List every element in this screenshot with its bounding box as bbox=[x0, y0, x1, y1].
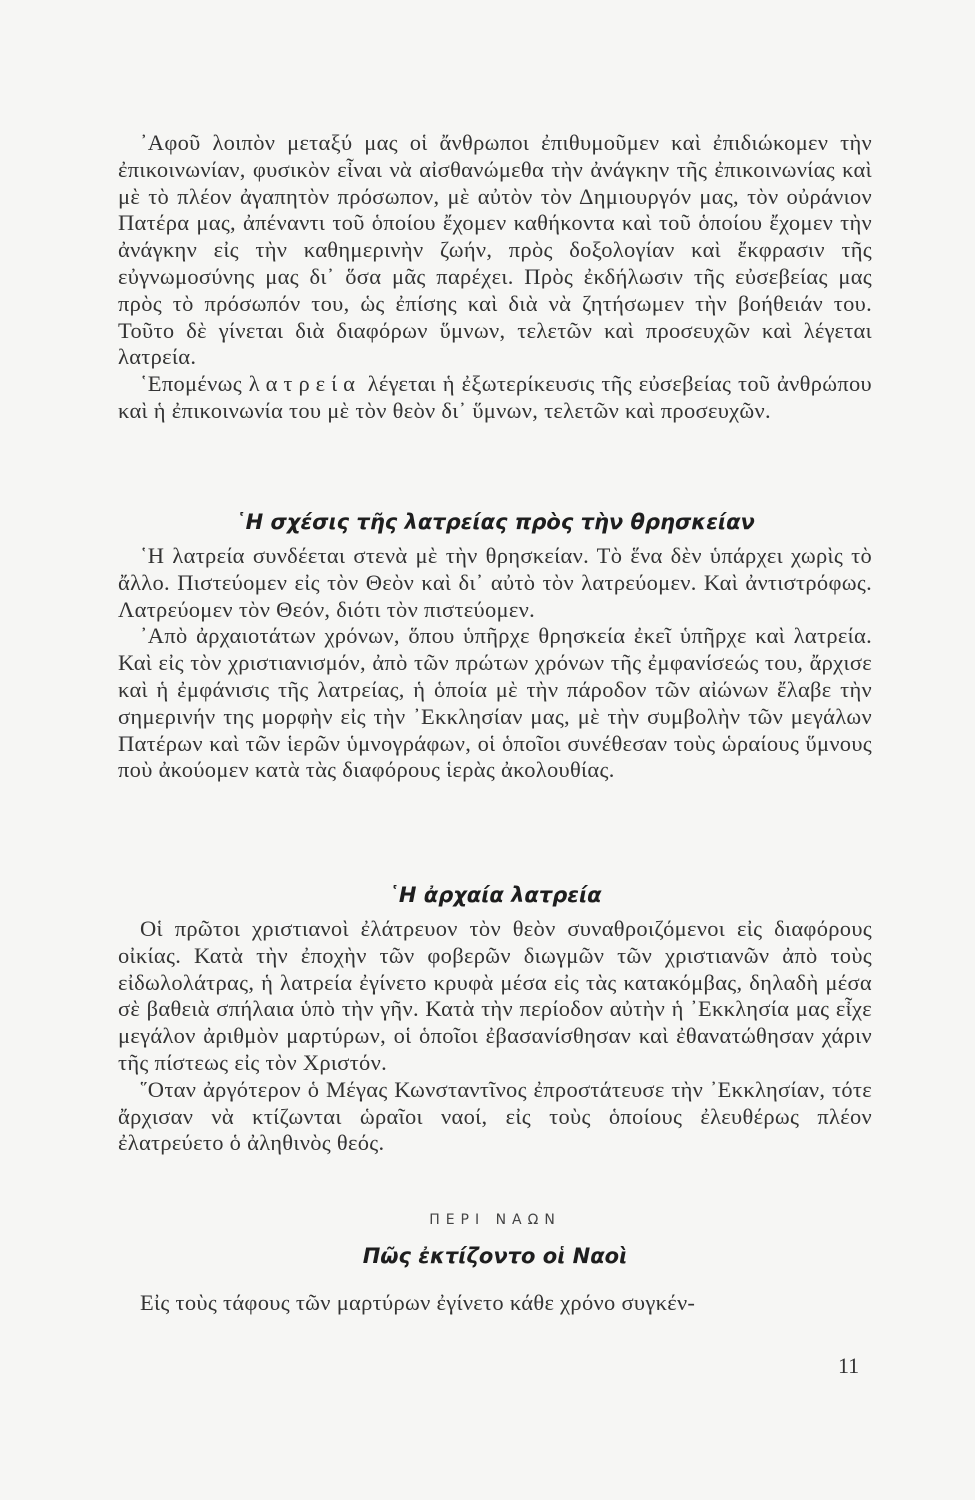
paragraph-relation: ῾Η λατρεία συνδέεται στενὰ μὲ τὴν θρησκείαν. Τὸ ἕνα δὲν ὑπάρχει χωρὶς τὸ ἄλλο. Πιστεύομεν εἰς τὸν Θεὸν καὶ δι᾿ αὐτὸ τὸν λατρεύομεν. Καὶ ἀντιστρόφως. Λατρεύομεν τὸν Θεόν, διότι τὸν πιστεύομεν. bbox=[118, 543, 872, 622]
paragraph-martyrs-tombs: Εἰς τοὺς τάφους τῶν μαρτύρων ἐγίνετο κάθε χρόνο συγκέν- bbox=[140, 1290, 696, 1315]
page-number: 11 bbox=[838, 1353, 860, 1378]
definition-rest: λέγεται ἡ ἐξωτερίκευσις τῆς εὐσεβείας τοῦ ἀνθρώπου καὶ ἡ ἐπικοινωνία του μὲ τὸν θεὸν δι᾿ ὕμνων, τελετῶν καὶ προσευχῶν. bbox=[118, 371, 872, 423]
worship-religion-section bbox=[118, 543, 872, 784]
paragraph-history: ᾿Απὸ ἀρχαιοτάτων χρόνων, ὅπου ὑπῆρχε θρησκεία ἐκεῖ ὑπῆρχε καὶ λατρεία. Καὶ εἰς τὸν χριστιανισμόν, ἀπὸ τῶν πρώτων χρόνων τῆς ἐμφανίσεώς του, ἄρχισε καὶ ἡ ἐμφάνισις τῆς λατρείας, ἡ ὁποία μὲ τὴν πάροδον τῶν αἰώνων ἔλαβε τὴν σημερινήν της μορφὴν εἰς τὴν ᾿Εκκλησίαν μας, μὲ τὴν συμβολὴν τῶν μεγάλων Πατέρων καὶ τῶν ἱερῶν ὑμνογράφων, οἱ ὁποῖοι συνέθεσαν τοὺς ὡραίους ὕμνους ποὺ ἀκούομεν κατὰ τὰς διαφόρους ἱερὰς ἀκολουθίας. bbox=[118, 623, 872, 783]
section-label-temples: ΠΕΡΙ ΝΑΩΝ bbox=[429, 1212, 561, 1228]
paragraph-intro: ᾿Αφοῦ λοιπὸν μεταξύ μας οἱ ἄνθρωποι ἐπιθυμοῦμεν καὶ ἐπιδιώκομεν τὴν ἐπικοινωνίαν, φυσικὸν εἶναι νὰ αἰσθανώμεθα τὴν ἀνάγκην τῆς ἐπικοινωνίας καὶ μὲ τὸ πλέον ἀγαπητὸν πρόσωπον, μὲ αὐτὸν τὸν Δημιουργόν μας, τὸν οὐράνιον Πατέρα μας, ἀπέναντι τοῦ ὁποίου ἔχομεν καθήκοντα καὶ τοῦ ὁποίου ἔχομεν τὴν ἀνάγκην εἰς τὴν καθημερινὴν ζωήν, πρὸς δοξολογίαν καὶ ἔκφρασιν τῆς εὐγνωμοσύνης μας δι᾿ ὅσα μᾶς παρέχει. Πρὸς ἐκδήλωσιν τῆς εὐσεβείας μας πρὸς τὸ πρόσωπόν του, ὡς ἐπίσης καὶ διὰ νὰ ζητήσωμεν τὴν βοήθειάν του. Τοῦτο δὲ γίνεται διὰ διαφόρων ὕμνων, τελετῶν καὶ προσευχῶν καὶ λέγεται λατρεία. bbox=[118, 130, 872, 370]
ancient-worship-section bbox=[118, 916, 872, 1157]
heading-worship-and-religion: ῾Η σχέσις τῆς λατρείας πρὸς τὴν θρησκείαν bbox=[235, 510, 755, 534]
intro-section bbox=[118, 130, 872, 425]
paragraph-early-christians: Οἱ πρῶτοι χριστιανοὶ ἐλάτρευον τὸν θεὸν συναθροιζόμενοι εἰς διαφόρους οἰκίας. Κατὰ τὴν ἐποχὴν τῶν φοβερῶν διωγμῶν τῶν χριστιανῶν ἀπὸ τοὺς εἰδωλολάτρας, ἡ λατρεία ἐγίνετο κρυφὰ μέσα εἰς τὰς κατακόμβας, δηλαδὴ μέσα σὲ βαθειὰ σπήλαια ὑπὸ τὴν γῆν. Κατὰ τὴν περίοδον αὐτὴν ἡ ᾿Εκκλησία μας εἶχε μεγάλον ἀριθμὸν μαρτύρων, οἱ ὁποῖοι ἐβασανίσθησαν καὶ ἐθανατώθησαν χάριν τῆς πίστεως εἰς τὸν Χριστόν. bbox=[118, 916, 872, 1075]
paragraph-constantine: ῞Οταν ἀργότερον ὁ Μέγας Κωνσταντῖνος ἐπροστάτευσε τὴν ᾿Εκκλησίαν, τότε ἄρχισαν νὰ κτίζωνται ὡραῖοι ναοί, εἰς τοὺς ὁποίους ἐλευθέρως πλέον ἐλατρεύετο ὁ ἀληθινὸς θεός. bbox=[118, 1076, 872, 1156]
definition-term: λατρεία bbox=[248, 371, 361, 397]
paragraph-definition bbox=[118, 371, 872, 425]
temples-section bbox=[118, 1290, 872, 1317]
heading-ancient-worship: ῾Η ἀρχαία λατρεία bbox=[388, 883, 602, 907]
definition-lead: ῾Επομένως bbox=[140, 371, 249, 397]
heading-temple-construction: Πῶς ἐκτίζοντο οἱ Ναοὶ bbox=[362, 1244, 628, 1268]
